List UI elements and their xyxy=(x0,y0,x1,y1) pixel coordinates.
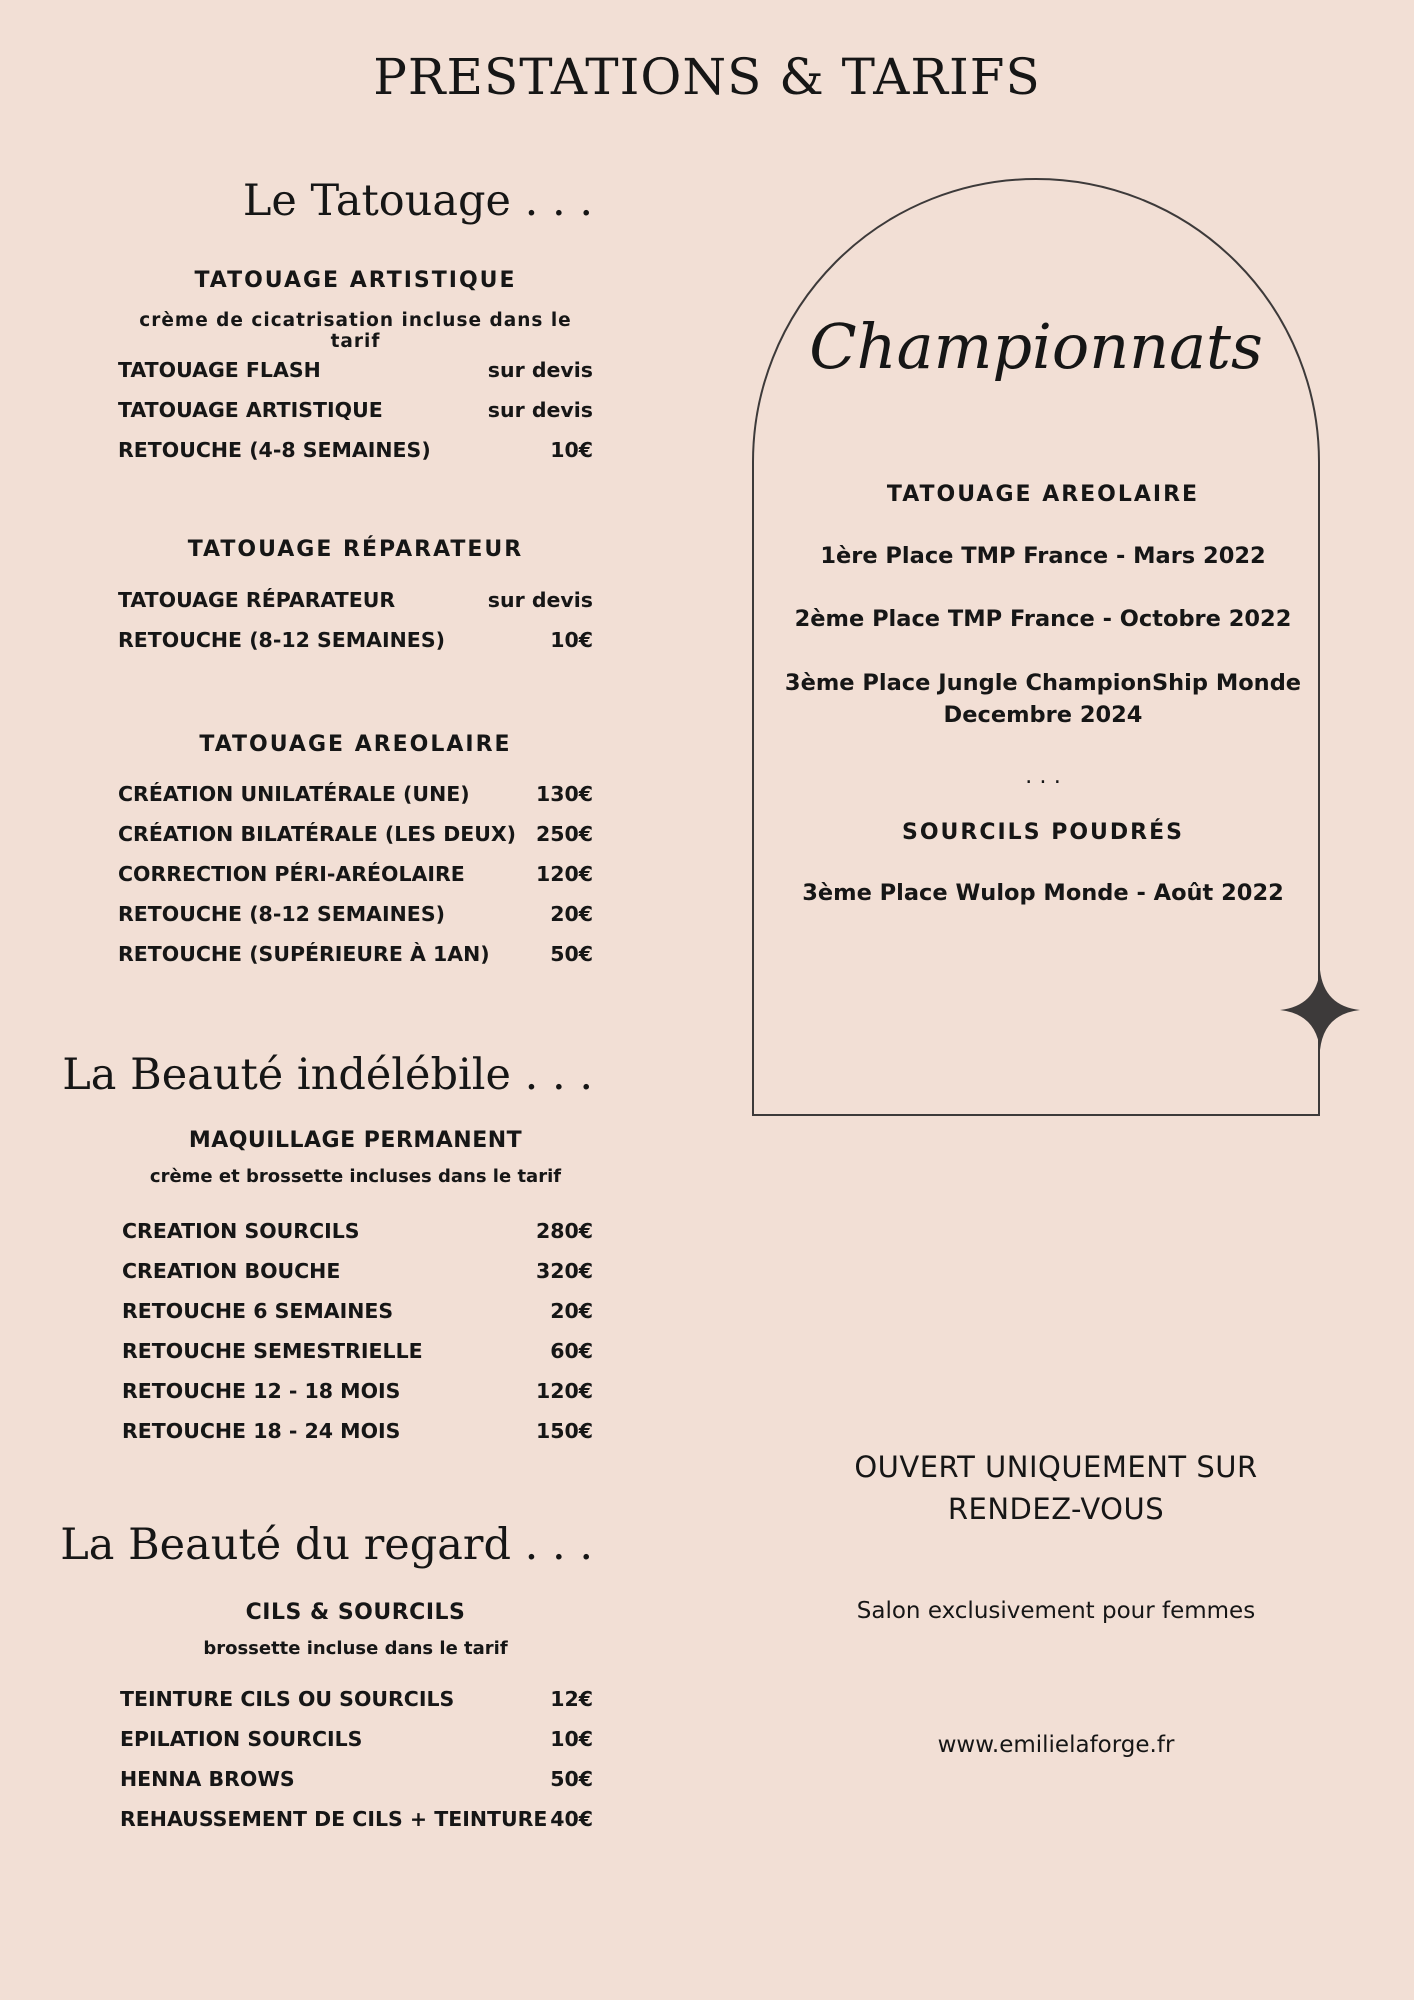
service-price: 150€ xyxy=(535,1419,593,1443)
price-row xyxy=(118,942,593,982)
price-list-tatouage-reparateur xyxy=(118,588,593,668)
service-price: sur devis xyxy=(487,588,593,612)
service-label: CRÉATION UNILATÉRALE (UNE) xyxy=(118,782,470,806)
price-row xyxy=(118,862,593,902)
price-row xyxy=(118,628,593,668)
service-label: RETOUCHE SEMESTRIELLE xyxy=(122,1339,423,1363)
service-label: RETOUCHE (SUPÉRIEURE À 1AN) xyxy=(118,942,490,966)
service-price: 60€ xyxy=(550,1339,593,1363)
award-item: 2ème Place TMP France - Octobre 2022 xyxy=(794,606,1292,632)
price-row xyxy=(122,1219,593,1259)
award-ellipsis: . . . xyxy=(1025,763,1061,789)
service-label: TATOUAGE FLASH xyxy=(118,358,321,382)
service-label: HENNA BROWS xyxy=(120,1767,295,1791)
service-label: RETOUCHE (4-8 SEMAINES) xyxy=(118,438,431,462)
service-label: RETOUCHE 6 SEMAINES xyxy=(122,1299,394,1323)
service-label: CREATION SOURCILS xyxy=(122,1219,360,1243)
service-label: CREATION BOUCHE xyxy=(122,1259,341,1283)
service-price: 50€ xyxy=(550,1767,593,1791)
appointment-notice-line2: RENDEZ-VOUS xyxy=(947,1492,1165,1526)
price-list-tatouage-artistique xyxy=(118,358,593,478)
price-row xyxy=(120,1727,593,1767)
section-title-beaute-indelebile: La Beauté indélébile . . . xyxy=(62,1050,593,1100)
championnats-title: Championnats xyxy=(809,310,1263,383)
price-row xyxy=(122,1299,593,1339)
service-price: 10€ xyxy=(550,438,593,462)
price-row xyxy=(118,902,593,942)
service-label: RETOUCHE 18 - 24 MOIS xyxy=(122,1419,401,1443)
price-row xyxy=(118,782,593,822)
heading-championnats-areolaire: TATOUAGE AREOLAIRE xyxy=(886,482,1200,507)
price-row xyxy=(118,438,593,478)
service-price: sur devis xyxy=(487,398,593,422)
heading-maquillage-permanent: MAQUILLAGE PERMANENT xyxy=(188,1128,523,1153)
service-label: TEINTURE CILS OU SOURCILS xyxy=(120,1687,455,1711)
award-item: 3ème Place Jungle ChampionShip Monde xyxy=(784,670,1302,696)
price-row xyxy=(120,1687,593,1727)
price-row xyxy=(118,358,593,398)
service-price: 130€ xyxy=(535,782,593,806)
subtitle-cils-sourcils: brossette incluse dans le tarif xyxy=(203,1638,508,1659)
service-price: 20€ xyxy=(550,1299,593,1323)
section-title-beaute-regard: La Beauté du regard . . . xyxy=(60,1520,593,1570)
price-row xyxy=(122,1259,593,1299)
award-item-continued: Decembre 2024 xyxy=(943,702,1143,728)
price-row xyxy=(118,398,593,438)
service-price: 40€ xyxy=(550,1807,593,1831)
service-price: 120€ xyxy=(535,862,593,886)
website-link[interactable]: www.emilielaforge.fr xyxy=(937,1732,1175,1758)
service-label: CORRECTION PÉRI-ARÉOLAIRE xyxy=(118,862,465,886)
service-price: 50€ xyxy=(550,942,593,966)
service-price: 320€ xyxy=(535,1259,593,1283)
heading-tatouage-areolaire: TATOUAGE AREOLAIRE xyxy=(199,732,512,757)
service-label: TATOUAGE RÉPARATEUR xyxy=(118,588,396,612)
subtitle-maquillage-permanent: crème et brossette incluses dans le tarif xyxy=(149,1166,562,1187)
heading-tatouage-reparateur: TATOUAGE RÉPARATEUR xyxy=(187,537,524,562)
price-list-tatouage-areolaire xyxy=(118,782,593,982)
price-row xyxy=(120,1767,593,1807)
price-list-cils-sourcils xyxy=(120,1687,593,1847)
service-price: 10€ xyxy=(550,1727,593,1751)
heading-tatouage-artistique: TATOUAGE ARTISTIQUE xyxy=(194,268,517,293)
salon-notice: Salon exclusivement pour femmes xyxy=(856,1598,1256,1624)
award-item: 3ème Place Wulop Monde - Août 2022 xyxy=(802,880,1284,906)
price-row xyxy=(122,1419,593,1459)
price-row xyxy=(118,822,593,862)
price-row xyxy=(122,1379,593,1419)
heading-sourcils-poudres: SOURCILS POUDRÉS xyxy=(902,820,1184,845)
appointment-notice-line1: OUVERT UNIQUEMENT SUR xyxy=(854,1450,1258,1484)
page-title: PRESTATIONS & TARIFS xyxy=(373,48,1041,106)
service-price: 120€ xyxy=(535,1379,593,1403)
four-point-star-icon xyxy=(1280,970,1360,1050)
service-price: 10€ xyxy=(550,628,593,652)
award-item: 1ère Place TMP France - Mars 2022 xyxy=(820,543,1266,569)
service-label: RETOUCHE (8-12 SEMAINES) xyxy=(118,902,445,926)
service-price: 250€ xyxy=(535,822,593,846)
service-label: RETOUCHE (8-12 SEMAINES) xyxy=(118,628,445,652)
service-label: TATOUAGE ARTISTIQUE xyxy=(118,398,383,422)
service-price: 20€ xyxy=(550,902,593,926)
service-price: sur devis xyxy=(487,358,593,382)
price-list-maquillage-permanent xyxy=(122,1219,593,1459)
service-label: CRÉATION BILATÉRALE (LES DEUX) xyxy=(118,822,517,846)
service-label: REHAUSSEMENT DE CILS + TEINTURE xyxy=(120,1807,548,1831)
service-label: RETOUCHE 12 - 18 MOIS xyxy=(122,1379,401,1403)
service-price: 280€ xyxy=(535,1219,593,1243)
heading-cils-sourcils: CILS & SOURCILS xyxy=(245,1600,466,1625)
price-row xyxy=(122,1339,593,1379)
subtitle-tatouage-artistique: crème de cicatrisation incluse dans le tarif xyxy=(139,310,572,352)
service-price: 12€ xyxy=(550,1687,593,1711)
price-row xyxy=(120,1807,593,1847)
price-row xyxy=(118,588,593,628)
section-title-tatouage: Le Tatouage . . . xyxy=(242,176,593,226)
service-label: EPILATION SOURCILS xyxy=(120,1727,363,1751)
